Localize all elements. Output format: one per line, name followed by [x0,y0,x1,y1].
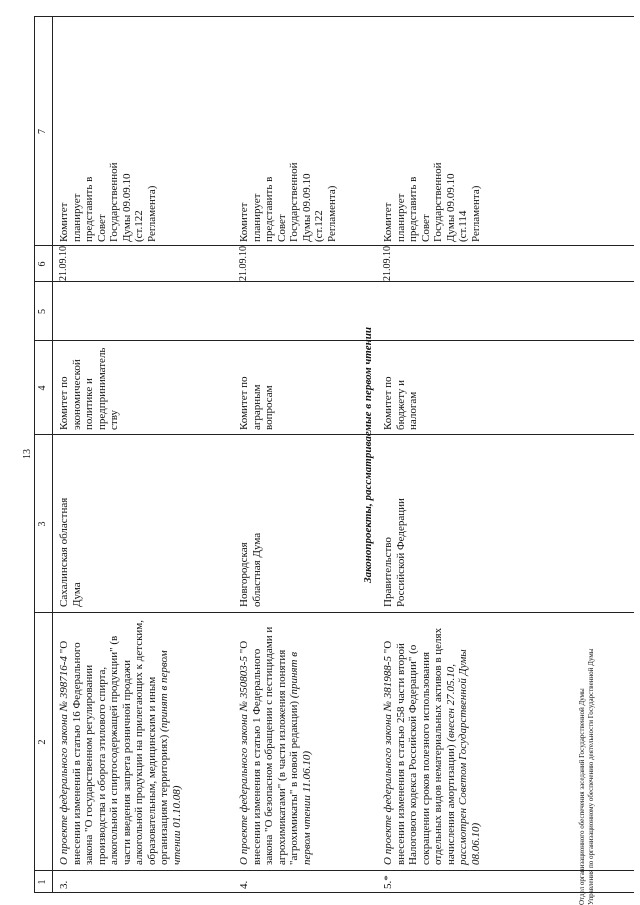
review-date: 21.09.10 [382,246,393,281]
committee-plan: Комитет планирует представить в Совет Государственной Думы 09.09.10 (ст.122 Регламента) [238,162,338,242]
bill-note: (принят в первом чтении 01.10.08) [158,650,183,865]
page-number: 13 [22,449,33,459]
bill-author: Правительство Российской Федерации [382,498,407,607]
footer-line-2: Управления по организационному обеспечению деятельности Государственной Думы [587,648,595,905]
bill-body: "О внесении изменений в статью 16 Федерального закона "О государственном регулировании производства и оборота этилового спирта, алкогольной и спиртосодержащей продукции" (в части введения запрета розничной продажи алкогольной продукции на прилегающих к детским, образовательным, медицинским и иным организациям территориях) [58,619,170,865]
bill-description [58,617,183,865]
page-footer [578,485,596,905]
column-header-7: 7 [37,129,48,134]
row-number: 5.* [382,875,394,889]
row-number: 3. [58,880,70,889]
responsible-committee: Комитет по экономической политике и предпринимательству [58,347,120,430]
bill-note: (внесен 27.05.10, рассмотрен Советом Государственной Думы 08.06.10) [444,649,482,865]
column-header-2: 2 [37,739,48,745]
committee-plan: Комитет планирует представить в Совет Государственной Думы 09.09.10 (ст.114 Регламента) [382,162,482,242]
review-date: 21.09.10 [238,246,249,281]
section-heading: Законопроекты, рассматриваемые в первом чтении [362,327,374,583]
bill-title: О проекте федерального закона № 398716-4 [58,656,70,865]
column-header-6: 6 [37,261,48,267]
column-header-4: 4 [37,385,48,391]
column-header-5: 5 [37,309,48,314]
bill-body: "О внесении изменения в статью 1 Федерального закона "О безопасном обращении с пестицидами и агрохимикатами" (в части изложения понятия "агрохимикаты" в новой редакции) [238,626,300,865]
responsible-committee: Комитет по аграрным вопросам [238,376,275,430]
bill-description [382,617,482,865]
bill-title: О проекте федерального закона № 381988-5 [382,656,394,865]
bill-note: (принят в первом чтении 11.06.10) [288,652,313,865]
row-number: 4. [238,880,250,889]
column-header-3: 3 [37,521,48,527]
bill-author: Новгородская областная Дума [238,532,263,607]
bill-description [238,617,313,865]
column-header-1: 1 [37,879,48,885]
bill-author: Сахалинская областная Дума [58,497,83,607]
bill-title: О проекте федерального закона № 350803-5 [238,656,250,865]
bill-body: "О внесении изменения в статью 258 части второй Налогового кодекса Российской Федерации" (о сокращении сроков полезного использования отдельных видов нематериальных активов в целях начисления амортизации) [382,627,457,865]
review-date: 21.09.10 [58,246,69,281]
responsible-committee: Комитет по бюджету и налогам [382,376,419,430]
agenda-table [34,17,634,893]
committee-plan: Комитет планирует представить в Совет Государственной Думы 09.09.10 (ст.122 Регламента) [58,162,158,242]
footer-line-1: Отдел организационного обеспечения заседаний Государственной Думы [578,688,586,905]
